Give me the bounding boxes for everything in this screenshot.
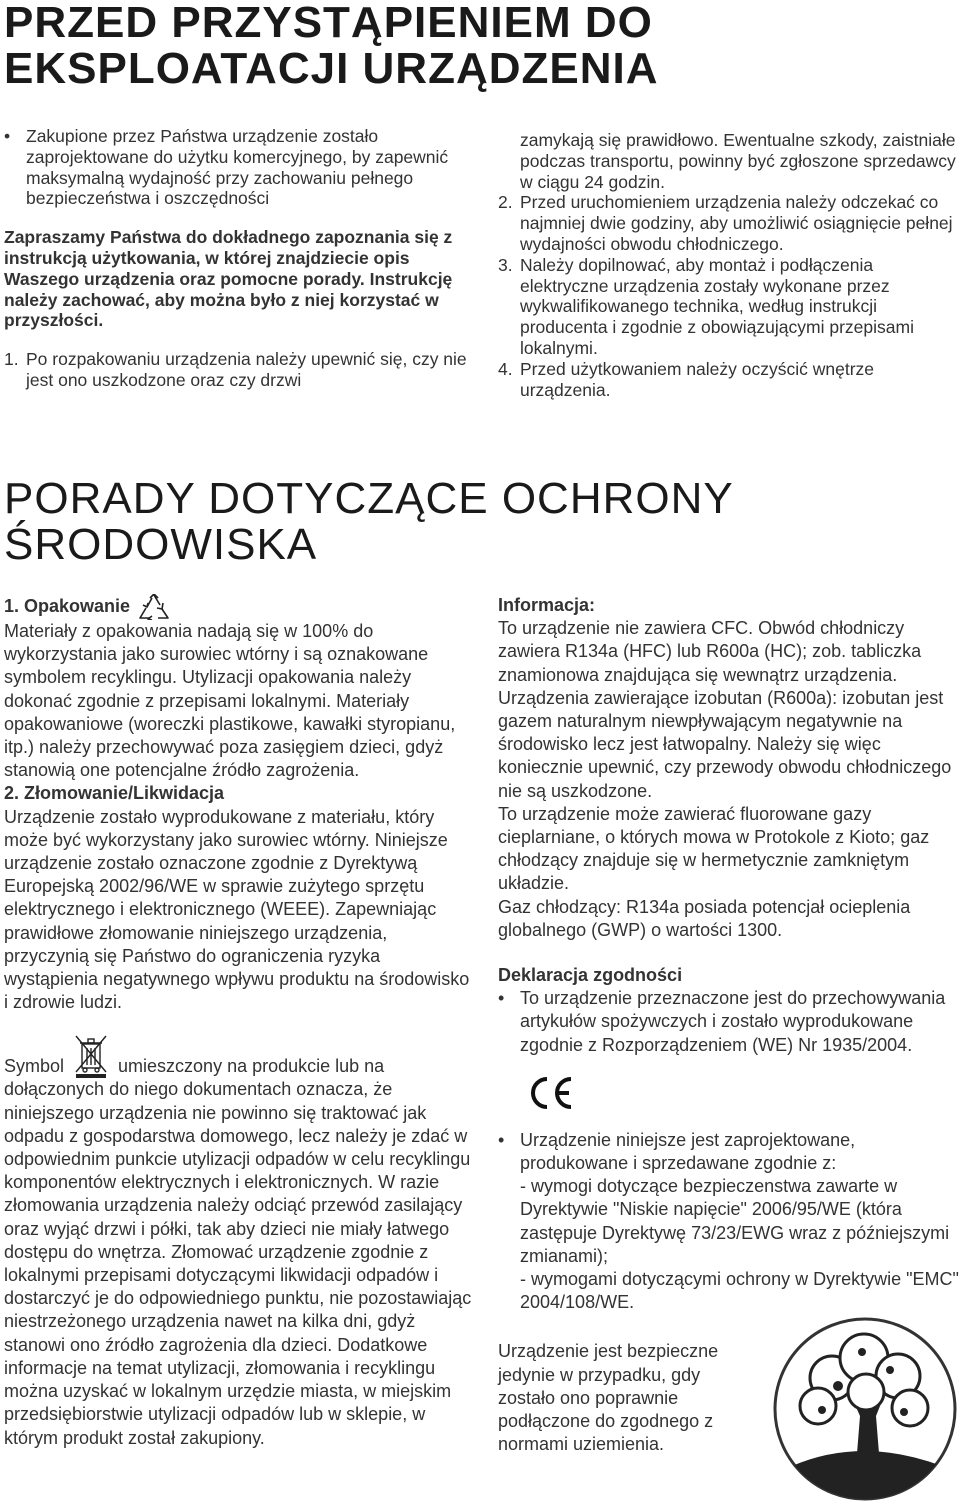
step-text: Przed uruchomieniem urządzenia należy odczekać co najmniej dwie godziny, aby umożliwić osiągnięcie pełnej wydajności obwodu chłodniczego. <box>520 192 953 254</box>
intro-left-column <box>4 126 474 391</box>
ce-mark-icon <box>526 1075 576 1111</box>
info-title: Informacja: <box>498 595 596 615</box>
declaration-closing: Urządzenie jest bezpieczne jedynie w przypadku, gdy zostało ono poprawnie podłączone do zgodnego z normami uziemienia. <box>498 1341 719 1455</box>
packaging-text: Materiały z opakowania nadają się w 100% do wykorzystania jako surowiec wtórny i są oznakowane symbolem recyklingu. Utylizacji opakowania należy dokonać zgodnie z przepisami lokalnymi. Materiały opakowaniowe (woreczki plastikowe, kawałki styropianu, itp.) należy przechowywać poza zasięgiem dzieci, gdyż stanowią one potencjalne źródło zagrożenia. <box>4 621 456 781</box>
step-number: 1. <box>4 349 19 370</box>
info-paragraph-2: Urządzenia zawierające izobutan (R600a): izobutan jest gazem naturalnym niewpływającym negatywnie na środowisko lecz jest łatwopalny. Należy się więc koniecznie upewnić, czy przewody obwodu chłodniczego nie są uszkodzone. <box>498 687 952 801</box>
step-1-part-2 <box>498 130 960 192</box>
declaration-bullet-2-a: - wymogi dotyczące bezpieczenstwa zawarte w Dyrektywie "Niskie napięcie" 2006/95/WE (która zastępuje Dyrektywę 73/23/EWG wraz z późniejszymi zmianami); <box>520 1176 950 1266</box>
symbol-text: dołączonych do niego dokumentach oznacza, że niniejszego urządzenia nie powinno się traktować jak odpadu z gospodarstwa domowego, lecz należy je zdać w odpowiednim punkcie utylizacji odpadów w celu recyklingu komponentów elektrycznych i elektronicznych. W razie złomowania urządzenia należy odciąć przewód zasilający oraz wyjąć drzwi i półki, tak aby dzieci nie miały łatwego dostępu do wnętrza. Złomować urządzenie zgodnie z lokalnymi przepisami dotyczącymi likwidacji odpadów i dostarczyć je do odpowiedniego punktu, nie pozostawiając niestrzeżonego urządzenia nawet na kilka dni, gdyż stanowi ono źródło zagrożenia dla dzieci. Dodatkowe informacje na temat utylizacji, złomowania i recyklingu można uzyskać w lokalnym urzędzie miasta, w miejskim przedsiębiorstwie utylizacji odpadów lub w sklepie, w którym produkt został zakupiony. <box>4 1079 472 1448</box>
step-3 <box>498 255 960 359</box>
intro-right-column <box>498 130 960 400</box>
step-1-part-1 <box>4 349 474 391</box>
info-paragraph-1: To urządzenie nie zawiera CFC. Obwód chłodniczy zawiera R134a (HFC) lub R600a (HC); zob. tabliczka znamionowa znajdująca się wewnątrz urządzenia. <box>498 618 922 685</box>
step-text: Po rozpakowaniu urządzenia należy upewnić się, czy nie jest ono uszkodzone oraz czy drzwi <box>26 349 467 390</box>
declaration-bullet-2 <box>498 1129 960 1315</box>
step-2 <box>498 192 960 254</box>
info-paragraph-4: Gaz chłodzący: R134a posiada potencjał ocieplenia globalnego (GWP) o wartości 1300. <box>498 896 911 940</box>
disposal-text: Urządzenie zostało wyprodukowane z materiału, który może być wykorzystany jako surowiec wtórny. Niniejsze urządzenie zostało oznaczone zgodnie z Dyrektywą Europejską 2002/96/WE w sprawie zużytego sprzętu elektrycznego i elektronicznego (WEEE). Zapewniając prawidłowe złomowanie niniejszego urządzenia, przyczynią się Państwo do ograniczenia ryzyka wystąpienia negatywnego wpływu produktu na środowisko i zdrowie ludzi. <box>4 806 470 1013</box>
declaration-bullet-2-b: - wymogami dotyczącymi ochrony w Dyrektywie "EMC" 2004/108/WE. <box>520 1269 959 1313</box>
step-4 <box>498 359 960 401</box>
tree-icon <box>772 1316 958 1502</box>
declaration-bullet-2-intro: • Urządzenie niniejsze jest zaprojektowane, produkowane i sprzedawane zgodnie z: <box>520 1129 856 1174</box>
disposal-title: 2. Złomowanie/Likwidacja <box>4 783 225 804</box>
symbol-row <box>4 1034 474 1078</box>
declaration-bullet-1: • To urządzenie przeznaczone jest do przechowywania artykułów spożywczych i zostało wyprodukowane zgodnie z Rozporządzeniem (WE) Nr 1935/2004. <box>498 987 960 1057</box>
step-number: 2. <box>498 192 513 213</box>
info-paragraph-3: To urządzenie może zawierać fluorowane gazy cieplarniane, o których mowa w Protokole z Kioto; gaz chłodzący znajduje się w hermetycznie zamkniętym układzie. <box>498 803 930 894</box>
environment-left-column <box>4 594 474 1450</box>
declaration-title: Deklaracja zgodności <box>498 965 683 986</box>
step-text-continued: zamykają się prawidłowo. Ewentualne szkody, zaistniałe podczas transportu, powinny być zgłoszone sprzedawcy w ciągu 24 godzin. <box>520 130 956 192</box>
intro-bold-text: Zapraszamy Państwa do dokładnego zapoznania się z instrukcją użytkowania, w której znajdziecie opis Waszego urządzenia oraz pomocne porady. Instrukcję należy zachować, aby można było z niej korzystać w przyszłości. <box>4 227 453 331</box>
intro-bullet: • Zakupione przez Państwa urządzenie zostało zaprojektowane do użytku komercyjnego, by zapewnić maksymalną wydajność przy zachowaniu pełnego bezpieczeństwa i oszczędności <box>4 126 474 209</box>
symbol-word: Symbol <box>4 1056 65 1077</box>
heading-environment: PORADY DOTYCZĄCE OCHRONY ŚRODOWISKA <box>4 474 733 569</box>
heading-before-use: PRZED PRZYSTĄPIENIEM DO EKSPLOATACJI URZĄDZENIA <box>4 0 659 93</box>
symbol-text-first-line: umieszczony na produkcie lub na <box>118 1056 385 1077</box>
step-text: Przed użytkowaniem należy oczyścić wnętrze urządzenia. <box>520 358 875 400</box>
step-number: 3. <box>498 254 513 275</box>
crossed-bin-icon <box>74 1034 108 1078</box>
packaging-title: 1. Opakowanie <box>4 596 131 617</box>
step-number: 4. <box>498 358 513 379</box>
packaging-title-row <box>4 594 474 620</box>
recycle-icon <box>138 594 170 620</box>
step-text: Należy dopilnować, aby montaż i podłączenia elektryczne urządzenia zostały wykonane przez wykwalifikowanego technika, według instrukcji producenta i zgodnie z obowiązującymi przepisami lokalnymi. <box>520 254 914 358</box>
